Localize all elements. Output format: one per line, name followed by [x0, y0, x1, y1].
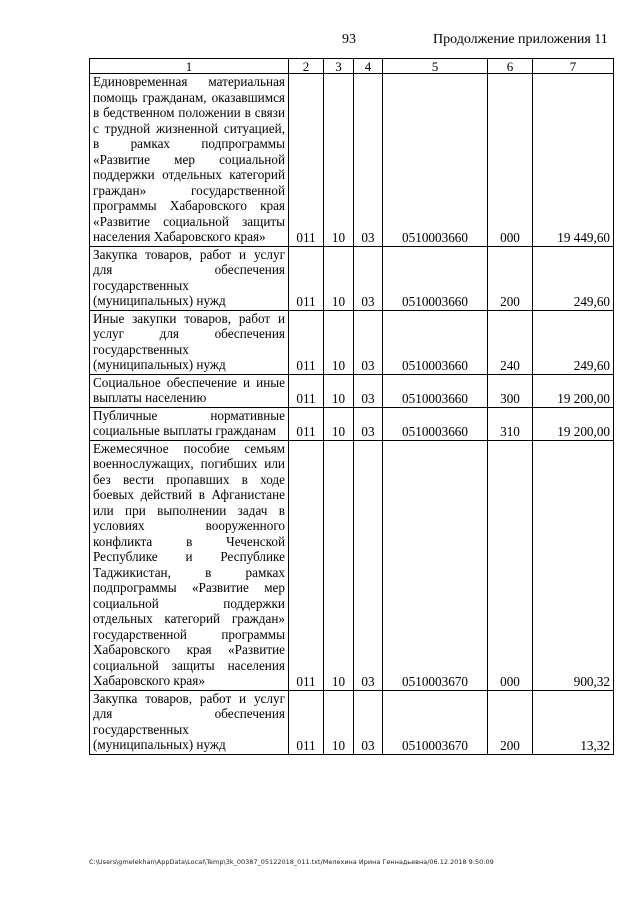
col-header: 3	[324, 59, 354, 74]
col-header: 1	[90, 59, 289, 74]
col-header: 5	[383, 59, 488, 74]
section-cell: 10	[324, 407, 354, 440]
expense-type-cell: 240	[488, 310, 533, 374]
section-cell: 10	[324, 374, 354, 407]
subsection-cell: 03	[354, 374, 383, 407]
table-row	[90, 74, 614, 247]
row-name: Иные закупки товаров, работ и услуг для обеспечения государственных (муниципальных) нужд	[90, 310, 289, 374]
grbs-cell: 011	[289, 374, 324, 407]
grbs-cell: 011	[289, 690, 324, 754]
column-number-row	[90, 59, 614, 74]
section-cell: 10	[324, 246, 354, 310]
target-item-cell: 0510003660	[383, 246, 488, 310]
target-item-cell: 0510003660	[383, 74, 488, 247]
page-number: 93	[342, 32, 356, 47]
amount-cell: 249,60	[533, 310, 614, 374]
expense-type-cell: 000	[488, 74, 533, 247]
row-name: Единовременная материальная помощь гражданам, оказавшимся в бедственном положении в связи с трудной жизненной ситуацией, в рамках подпрограммы «Развитие мер социальной поддержки отдельных категорий граждан» государственной программы Хабаровского края «Развитие социальной защиты населения Хабаровского края»	[90, 74, 289, 247]
col-header: 2	[289, 59, 324, 74]
expense-type-cell: 200	[488, 246, 533, 310]
target-item-cell: 0510003660	[383, 407, 488, 440]
grbs-cell: 011	[289, 246, 324, 310]
grbs-cell: 011	[289, 407, 324, 440]
amount-cell: 19 449,60	[533, 74, 614, 247]
row-name: Закупка товаров, работ и услуг для обеспечения государственных (муниципальных) нужд	[90, 246, 289, 310]
grbs-cell: 011	[289, 74, 324, 247]
subsection-cell: 03	[354, 690, 383, 754]
expense-type-cell: 300	[488, 374, 533, 407]
subsection-cell: 03	[354, 407, 383, 440]
col-header: 7	[533, 59, 614, 74]
table-row	[90, 374, 614, 407]
target-item-cell: 0510003660	[383, 310, 488, 374]
section-cell: 10	[324, 440, 354, 690]
amount-cell: 19 200,00	[533, 407, 614, 440]
expense-type-cell: 310	[488, 407, 533, 440]
appendix-continuation: Продолжение приложения 11	[433, 32, 608, 47]
budget-table	[89, 58, 614, 755]
table-row	[90, 440, 614, 690]
subsection-cell: 03	[354, 310, 383, 374]
amount-cell: 249,60	[533, 246, 614, 310]
expense-type-cell: 200	[488, 690, 533, 754]
amount-cell: 13,32	[533, 690, 614, 754]
target-item-cell: 0510003660	[383, 374, 488, 407]
table-row	[90, 246, 614, 310]
col-header: 4	[354, 59, 383, 74]
target-item-cell: 0510003670	[383, 440, 488, 690]
section-cell: 10	[324, 74, 354, 247]
row-name: Социальное обеспечение и иные выплаты населению	[90, 374, 289, 407]
table-row	[90, 310, 614, 374]
row-name: Публичные нормативные социальные выплаты гражданам	[90, 407, 289, 440]
table-row	[90, 690, 614, 754]
row-name: Ежемесячное пособие семьям военнослужащих, погибших или без вести пропавших в ходе боевых действий в Афганистане или при выполнении задач в условиях вооруженного конфликта в Чеченской Республике и Республике Таджикистан, в рамках подпрограммы «Развитие мер социальной поддержки отдельных категорий граждан» государственной программы Хабаровского края «Развитие социальной защиты населения Хабаровского края»	[90, 440, 289, 690]
row-name: Закупка товаров, работ и услуг для обеспечения государственных (муниципальных) нужд	[90, 690, 289, 754]
col-header: 6	[488, 59, 533, 74]
section-cell: 10	[324, 690, 354, 754]
subsection-cell: 03	[354, 246, 383, 310]
amount-cell: 19 200,00	[533, 374, 614, 407]
section-cell: 10	[324, 310, 354, 374]
expense-type-cell: 000	[488, 440, 533, 690]
amount-cell: 900,32	[533, 440, 614, 690]
grbs-cell: 011	[289, 440, 324, 690]
grbs-cell: 011	[289, 310, 324, 374]
file-path-footer: C:\Users\gmelekhan\AppData\Local\Temp\3k_00387_05122018_011.txt/Мелехина Ирина Геннадьевна/06.12.2018 9:50:09	[89, 858, 494, 866]
subsection-cell: 03	[354, 440, 383, 690]
subsection-cell: 03	[354, 74, 383, 247]
target-item-cell: 0510003670	[383, 690, 488, 754]
table-row	[90, 407, 614, 440]
